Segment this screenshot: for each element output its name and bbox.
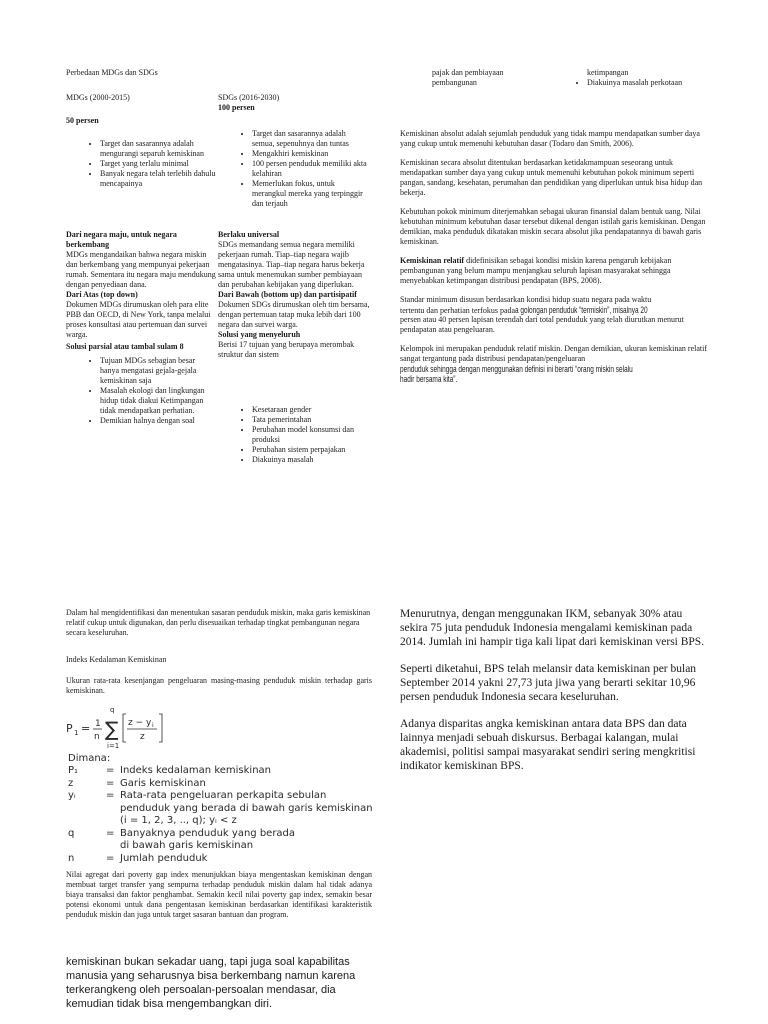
section-text: Berisi 17 tujuan yang berupaya merombak struktur dan sistem [218,340,355,359]
sdgs-heading: SDGs (2016-2030) [218,93,280,102]
text: didefinisikan sebagai kondisi miskin karena pengaruh kebijakan pembangunan yang belum mampu menjangkau seluruh lapisan masyarakat sehingga menyebabkan ketimpangan distribusi pendapatan (BPS, 2008). [400,256,672,285]
text-line: pembangunan [432,78,477,87]
text: persen atau 40 persen lapisan terendah dari total penduduk yang telah diurutkan menurut pendapatan atau pengeluaran. [400,315,684,334]
sdgs-sections [218,230,373,360]
page-title: Perbedaan MDGs dan SDGs [66,68,158,77]
closing-paragraph: kemiskinan bukan sekadar uang, tapi juga soal kapabilitas manusia yang seharusnya bisa berkembang namun karena terkerangkeng oleh persoalan-persoalan mendasar, dia kemudian tidak bisa mengembangkan diri. [66,956,356,1010]
continued-col-b [553,68,713,88]
poverty-gap-paragraph: Nilai agregat dari poverty gap index menunjukkan biaya mengentaskan kemiskinan dengan membuat target transfer yang sempurna terhadap penduduk miskin dalam hal tidak adanya biaya transaksi dan faktor penghambat. Semakin kecil nilai poverty gap index, semakin besar potensi ekonomi untuk dana pengentasan kemiskinan berdasarkan identifikasi karakteristik penduduk miskin dan juga untuk target sasaran bantuan dan program. [66,870,372,919]
section-text: MDGs mengandaikan bahwa negara miskin dan berkembang yang mempunyai pekerjaan rumah. Sementara itu negara maju mendukung dengan penyediaan dana. [66,250,216,289]
svg-text:n: n [94,732,100,742]
mdgs-heading: MDGs (2000-2015) [66,93,130,102]
paragraph [400,344,712,384]
paragraph: Menurutnya, dengan menggunakan IKM, sebanyak 30% atau sekira 75 juta penduduk Indonesia mengalami kemiskinan pada 2014. Jumlah ini hampir tiga kali lipat dari kemiskinan versi BPS. [400,608,705,648]
list-item: • Target yang terlalu minimal [100,159,216,169]
svg-text:i: i [152,722,154,729]
list-item: • Target dan sasarannya adalah semua, sepenuhnya dan tuntas [252,129,370,149]
bps-comparison [400,607,712,773]
text: tertentu dan perhatian terfokus pada [400,306,516,315]
svg-text:1: 1 [74,729,79,737]
text-line: Standar minimum disusun berdasarkan kondisi hidup suatu negara pada waktu [400,295,652,304]
list-item: • Banyak negara telah terlebih dahulu mencapainya [100,169,216,189]
equals: = [106,765,115,776]
poverty-definitions [400,129,712,384]
equals: = [106,827,115,839]
list-item: • Target dan sasarannya adalah mengurangi separuh kemiskinan [100,139,216,159]
equals: = [106,790,115,801]
continued-col-a [432,68,504,88]
text: Kelompok ini merupakan penduduk relatif miskin. Dengan demikian, ukuran kemiskinan relatif sangat tergantung pada distribusi pendapatan/pengeluaran [400,344,708,363]
svg-text:1: 1 [95,719,101,729]
svg-text:z − y: z − y [128,718,152,728]
definition-list [68,765,373,865]
symbol: yᵢ [68,790,76,801]
symbol: q [68,827,75,839]
inserted-text: hadir bersama kita”. [400,374,458,384]
definition-row [68,790,373,803]
symbol [68,815,120,828]
formula-block [64,700,374,864]
section-title: Berlaku universal [218,230,280,239]
paragraph: Kemiskinan absolut adalah sejumlah penduduk yang tidak mampu mendapatkan sumber daya yang cukup untuk memenuhi kebutuhan dasar (Todaro dan Smith, 2006). [400,129,700,148]
paragraph: Kemiskinan secara absolut ditentukan berdasarkan ketidakmampuan seseorang untuk mendapatkan sumber daya yang cukup untuk memenuhi kebutuhan pokok minimum seperti pangan, sandang, kesehatan, perumahan dan pendidikan yang diperlukan untuk bisa hidup dan bekerja. [400,158,703,197]
symbol: P₁ [68,765,79,776]
svg-text:∑: ∑ [105,717,119,741]
equals: = [106,777,115,789]
list-item: • Demikian halnya dengan soal [100,416,216,426]
paragraph: Adanya disparitas angka kemiskinan antara data BPS dan data lainnya menjadi sebuah diskursus. Berbagai kalangan, mulai akademisi, politisi sampai masyarakat sendiri sering mengkritisi indikator kemiskinan BPS. [400,718,696,772]
definition: di bawah garis kemiskinan [120,840,254,851]
section-title: Solusi parsial atau tambal sulam 8 [66,342,184,351]
text-line: pajak dan pembiayaan [432,68,504,77]
paragraph: Kebutuhan pokok minimum diterjemahkan sebagai ukuran finansial dalam bentuk uang. Nilai kebutuhan minimum kebutuhan dasar tersebut dikenal dengan istilah garis kemiskinan. Dengan demikian, maka penduduk dikatakan miskin secara absolut jika pendapatannya di bawah garis kemiskinan. [400,207,706,246]
section-heading: Indeks Kedalaman Kemiskinan [66,655,167,664]
list-item: • Diakuinya masalah [252,455,373,465]
paragraph [400,256,712,286]
list-item: • Perubahan model konsumsi dan produksi [252,425,373,445]
section-text: SDGs memandang semua negara memiliki pekerjaan rumah. Tiap–tiap negara wajib mengatasinya. Tiap–tiap negara harus bekerja sama untuk menemukan sumber pembiayaan dan perubahan kebijakan yang diperlukan. [218,240,365,289]
sdgs-bullets [218,129,370,209]
mdgs-bullets-2 [66,356,216,426]
definition: Rata-rata pengeluaran perkapita sebulan [120,790,327,801]
inserted-text: penduduk sehingga dengan menggunakan definisi ini berarti “orang miskin selalu [400,364,633,374]
poverty-gap-formula [64,700,184,758]
paragraph [400,295,712,335]
svg-text:z: z [140,732,145,742]
svg-text:i=1: i=1 [107,742,120,750]
description: Ukuran rata-rata kesenjangan pengeluaran masing-masing penduduk miskin terhadap garis kemiskinan. [66,676,372,695]
definition: (i = 1, 2, 3, .., q); yᵢ < z [120,815,237,826]
definition: Jumlah penduduk [120,852,208,864]
term-bold: Kemiskinan relatif [400,256,465,265]
definition-row [68,778,373,791]
mdgs-sections [66,230,218,352]
list-item: • Masalah ekologi dan lingkungan hidup tidak diakui Ketimpangan tidak mendapatkan perhatian. [100,386,216,416]
mdgs-sub: 50 persen [66,116,99,125]
definition-row [68,828,373,841]
text-line [400,305,712,315]
paragraph: Seperti diketahui, BPS telah melansir data kemiskinan per bulan September 2014 yakni 27,73 juta jiwa yang berarti sekitar 10,96 persen penduduk Indonesia secara keseluruhan. [400,663,697,703]
section-title: Dari negara maju, untuk negara berkembang [66,230,177,249]
section-title: Dari Bawah (bottom up) dan partisipatif [218,290,357,299]
svg-text:=: = [81,722,91,735]
section-title: Dari Atas (top down) [66,290,138,299]
list-item: • Tujuan MDGs sebagian besar hanya mengatasi gejala-gejala kemiskinan saja [100,356,216,386]
list-item: • 100 persen penduduk memiliki akta kelahiran [252,159,370,179]
list-item: • Perubahan sistem perpajakan [252,445,373,455]
symbol [68,840,120,853]
definition-row [68,840,373,853]
symbol: z [68,777,74,789]
text-line: ketimpangan [587,68,629,77]
mdgs-bullets [66,139,216,189]
symbol: n [68,852,75,864]
definition-row [68,765,373,778]
section-title: Solusi yang menyeluruh [218,330,301,339]
definition-row [68,815,373,828]
definition: penduduk yang berada di bawah garis kemiskinan [120,802,373,814]
definition-row [68,853,373,866]
inserted-text: a golongan penduduk “termiskin”, misalnya 20 [515,305,648,315]
definition: Garis kemiskinan [120,777,206,789]
section-text: Dokumen SDGs dirumuskan oleh tim bersama, dengan pertemuan tatap muka lebih dari 100 negara dan survei warga. [218,300,370,329]
definition: Indeks kedalaman kemiskinan [120,765,272,776]
list-item: • Mengakhiri kemiskinan [252,149,370,159]
symbol [68,803,120,816]
sdgs-bullets-2 [218,405,373,465]
list-item: • Memerlukan fokus, untuk merangkul mereka yang terpinggir dan terjauh [252,179,370,209]
svg-text:q: q [110,706,115,714]
intro-paragraph: Dalam hal mengidentifikasi dan menentukan sasaran penduduk miskin, maka garis kemiskinan relatif cukup untuk digunakan, dan perlu disesuaikan terhadap tingkat pembangunan negara secara keseluruhan. [66,608,371,637]
definition: Banyaknya penduduk yang berada [120,827,296,839]
list-item: • Diakuinya masalah perkotaan [587,78,713,88]
list-item: • Kesetaraan gender [252,405,373,415]
definition-row [68,803,373,816]
equals: = [106,852,115,864]
dimana-label: Dimana: [68,753,111,764]
list-item: • Tata pemerintahan [252,415,373,425]
sdgs-sub: 100 persen [218,103,255,112]
section-text: Dokumen MDGs dirumuskan oleh para elite PBB dan OECD, di New York, tanpa melalui proses konsultasi atau pertemuan dan survei warga. [66,300,211,339]
svg-text:P: P [66,722,73,735]
